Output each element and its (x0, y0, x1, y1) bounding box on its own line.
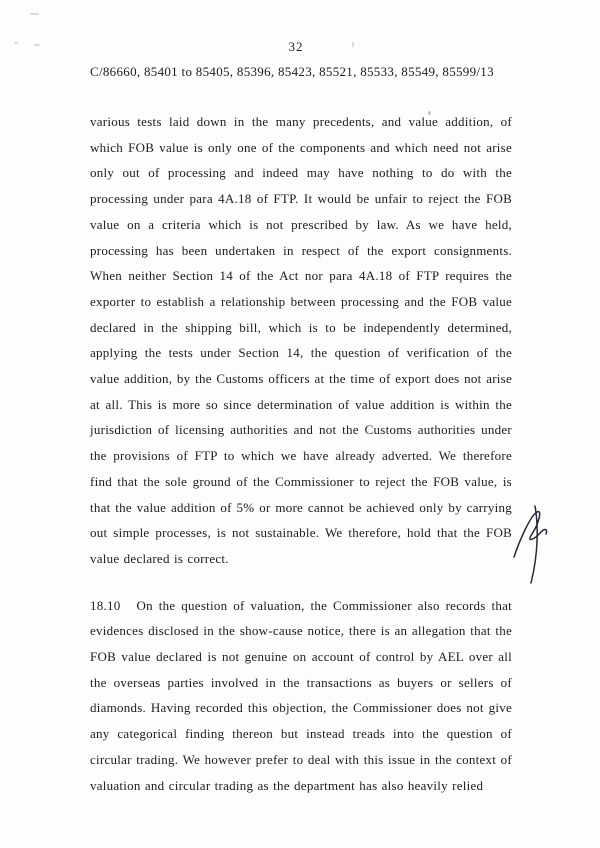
page-number: 32 (288, 39, 304, 54)
paragraph (90, 593, 512, 799)
signature-mark (507, 503, 562, 588)
scan-artifact (30, 13, 39, 15)
case-reference: C/86660, 85401 to 85405, 85396, 85423, 85521, 85533, 85549, 85599/13 (90, 64, 494, 79)
paragraph: various tests laid down in the many precedents, and value addition, of which FOB value is only one of the components and which need not arise only out of processing and indeed may have nothing to do with the processing under para 4A.18 of FTP. It would be unfair to reject the FOB value on a criteria which is not prescribed by law. As we have held, processing has been undertaken in respect of the export consignments. When neither Section 14 of the Act nor para 4A.18 of FTP requires the exporter to establish a relationship between processing and the FOB value declared in the shipping bill, which is to be independently determined, applying the tests under Section 14, the question of verification of the value addition, by the Customs officers at the time of export does not arise at all. This is more so since determination of value addition is within the jurisdiction of licensing authorities and not the Customs authorities under the provisions of FTP to which we have already adverted. We therefore find that the sole ground of the Commissioner to reject the FOB value, is that the value addition of 5% or more cannot be achieved only by carrying out simple processes, is not sustainable. We therefore, hold that the FOB value declared is correct. (90, 114, 512, 566)
paragraph-text: On the question of valuation, the Commissioner also records that evidences disclosed in the show-cause notice, there is an allegation that the FOB value declared is not genuine on account of control by AEL over all the overseas parties involved in the transactions as buyers or sellers of diamonds. Having recorded this objection, the Commissioner does not give any categorical finding thereon but instead treads into the question of circular trading. We however prefer to deal with this issue in the context of valuation and circular trading as the department has also heavily relied (90, 597, 512, 793)
paragraph-number: 18.10 (90, 597, 121, 613)
document-body (90, 109, 512, 798)
